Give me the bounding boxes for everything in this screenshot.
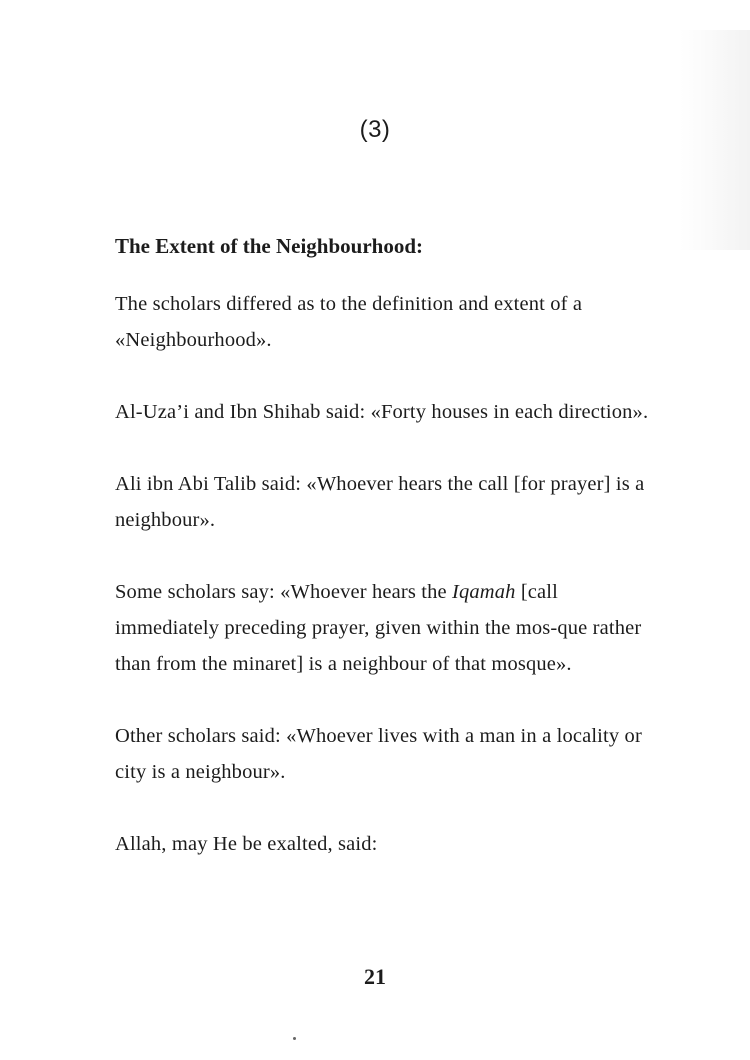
paragraph-locality: Other scholars said: «Whoever lives with a man in a locality or city is a neighbour». (115, 725, 642, 783)
section-heading: The Extent of the Neighbourhood: (115, 234, 424, 258)
iqamah-text-before: Some scholars say: «Whoever hears the (115, 581, 453, 603)
paragraph-forty-houses: Al-Uza’i and Ibn Shihab said: «Forty houses in each direction». (115, 401, 649, 423)
iqamah-text-after: [call immediately preceding prayer, given within the mos-que rather than from the minaret] is a neighbour of that mosque». (115, 581, 642, 675)
page-content (115, 228, 655, 898)
paragraph-neighbourhood-definition: The scholars differed as to the definition and extent of a «Neighbourhood». (115, 293, 583, 351)
paragraph-allah-said: Allah, may He be exalted, said: (115, 833, 378, 855)
iqamah-term: Iqamah (452, 581, 516, 603)
paragraph-iqamah (115, 574, 655, 682)
scan-speck (293, 1037, 296, 1040)
chapter-number: (3) (359, 116, 391, 143)
paragraph-hears-call: Ali ibn Abi Talib said: «Whoever hears the call [for prayer] is a neighbour». (115, 473, 645, 531)
page-number: 21 (364, 964, 386, 989)
